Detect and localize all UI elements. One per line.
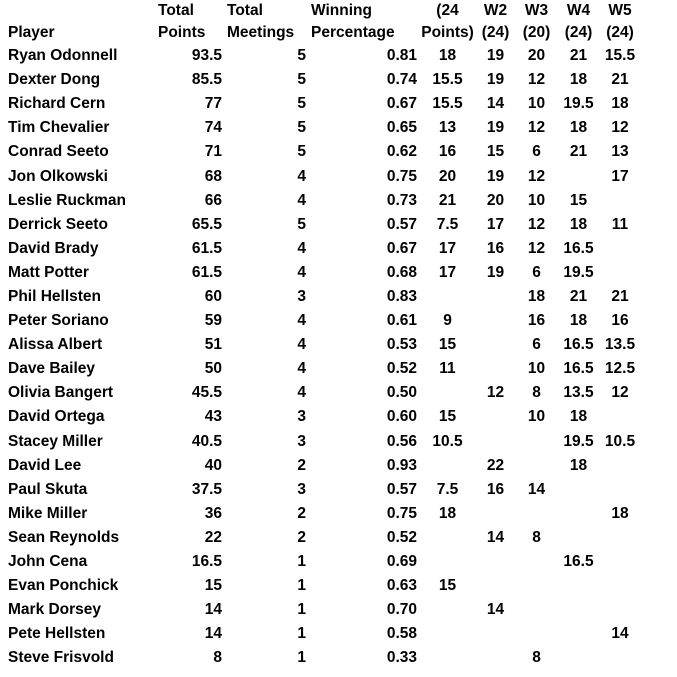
total-meetings-cell: 1: [297, 601, 306, 619]
week2-points-cell: 19: [486, 119, 505, 137]
week2-points-cell: [475, 309, 516, 333]
player-name-cell: Dexter Dong: [8, 71, 101, 89]
winning-percentage-cell: 0.57: [386, 480, 417, 498]
winning-percentage-cell: 0.67: [386, 95, 417, 113]
player-name-cell: Olivia Bangert: [8, 384, 114, 402]
week4-points-cell: 15: [569, 191, 588, 209]
total-meetings-cell: 2: [297, 456, 306, 474]
week4-points-cell: 13.5: [563, 384, 594, 402]
week4-points-cell: 18: [569, 456, 588, 474]
player-name-cell: Alissa Albert: [8, 336, 103, 354]
week1-points-cell: [420, 550, 475, 574]
week2-points-cell: 19: [486, 263, 505, 281]
header-cell: Player: [8, 24, 55, 41]
week1-points-cell: 18: [438, 47, 457, 65]
winning-percentage-cell: 0.60: [386, 408, 417, 426]
total-meetings-cell: 5: [297, 143, 306, 161]
winning-percentage-cell: 0.93: [386, 456, 417, 474]
week2-points-cell: 19: [486, 71, 505, 89]
week3-points-cell: 14: [527, 480, 546, 498]
total-meetings-cell: 2: [297, 528, 306, 546]
week1-points-cell: [420, 598, 475, 622]
week2-points-cell: 16: [486, 239, 505, 257]
week1-points-cell: 7.5: [436, 480, 459, 498]
week5-points-cell: 16: [611, 312, 629, 330]
table-row: [0, 92, 640, 116]
winning-percentage-cell: 0.69: [386, 553, 417, 571]
winning-percentage-cell: 0.33: [386, 649, 417, 667]
week5-points-cell: [600, 405, 640, 429]
total-meetings-cell: 3: [297, 287, 306, 305]
player-name-cell: Mike Miller: [8, 504, 88, 522]
winning-percentage-cell: 0.68: [386, 263, 417, 281]
player-name-cell: Mark Dorsey: [8, 601, 102, 619]
week3-points-cell: 18: [527, 287, 546, 305]
week4-points-cell: 18: [569, 215, 588, 233]
week4-points-cell: [557, 502, 600, 526]
week2-points-cell: [475, 622, 516, 646]
winning-percentage-cell: 0.52: [386, 360, 417, 378]
total-meetings-cell: 4: [297, 312, 306, 330]
winning-percentage-cell: 0.56: [386, 432, 417, 450]
player-name-cell: Jon Olkowski: [8, 167, 108, 185]
week2-points-cell: [475, 550, 516, 574]
table-row: [0, 261, 640, 285]
header-cell: W2: [483, 2, 508, 19]
week3-points-cell: 12: [527, 167, 546, 185]
week5-points-cell: 17: [611, 167, 629, 185]
header-cell: (24): [564, 24, 593, 41]
week5-points-cell: 18: [611, 95, 629, 113]
week4-points-cell: 16.5: [563, 360, 594, 378]
total-points-cell: 60: [204, 287, 222, 305]
header-cell: Points): [421, 24, 474, 41]
player-name-cell: Leslie Ruckman: [8, 191, 127, 209]
week4-points-cell: 21: [569, 143, 588, 161]
week3-points-cell: [516, 550, 557, 574]
header-cell: (24: [436, 2, 459, 19]
total-meetings-cell: 5: [297, 47, 306, 65]
week2-points-cell: 15: [486, 143, 505, 161]
total-points-cell: 66: [204, 191, 222, 209]
table-row: [0, 285, 640, 309]
player-name-cell: Tim Chevalier: [8, 119, 110, 137]
week3-points-cell: 20: [527, 47, 546, 65]
week5-points-cell: 15.5: [604, 47, 636, 65]
header-cell: (24): [606, 24, 634, 41]
week2-points-cell: 14: [486, 95, 505, 113]
week1-points-cell: 9: [443, 312, 452, 330]
week5-points-cell: 12: [611, 119, 629, 137]
week4-points-cell: 18: [569, 119, 588, 137]
total-meetings-cell: 1: [297, 649, 306, 667]
week3-points-cell: 8: [532, 528, 541, 546]
player-name-cell: David Brady: [8, 239, 99, 257]
player-name-cell: Ryan Odonnell: [8, 47, 118, 65]
week3-points-cell: 10: [527, 95, 546, 113]
week1-points-cell: 17: [438, 239, 457, 257]
player-name-cell: Richard Cern: [8, 95, 106, 113]
winning-percentage-cell: 0.61: [386, 312, 417, 330]
total-points-cell: 74: [204, 119, 222, 137]
week4-points-cell: 16.5: [563, 553, 594, 571]
week4-points-cell: [557, 574, 600, 598]
week1-points-cell: 21: [438, 191, 457, 209]
week5-points-cell: [600, 574, 640, 598]
week1-points-cell: 20: [438, 167, 457, 185]
week4-points-cell: 19.5: [563, 95, 594, 113]
table-row: [0, 68, 640, 92]
table-row: [0, 622, 640, 646]
player-name-cell: Derrick Seeto: [8, 215, 108, 233]
week4-points-cell: 18: [569, 408, 588, 426]
week5-points-cell: 12: [611, 384, 629, 402]
table-row: [0, 478, 640, 502]
total-meetings-cell: 3: [297, 480, 306, 498]
week3-points-cell: 12: [527, 239, 546, 257]
table-row: [0, 140, 640, 164]
week1-points-cell: [420, 285, 475, 309]
table-row: [0, 502, 640, 526]
week2-points-cell: [475, 333, 516, 357]
total-meetings-cell: 4: [297, 191, 306, 209]
week2-points-cell: 19: [486, 47, 505, 65]
total-meetings-cell: 3: [297, 408, 306, 426]
week2-points-cell: 14: [486, 528, 505, 546]
player-name-cell: Stacey Miller: [8, 432, 103, 450]
total-meetings-cell: 4: [297, 360, 306, 378]
player-name-cell: David Ortega: [8, 408, 105, 426]
winning-percentage-cell: 0.62: [386, 143, 417, 161]
table-row: [0, 526, 640, 550]
week3-points-cell: [516, 598, 557, 622]
week3-points-cell: [516, 574, 557, 598]
winning-percentage-cell: 0.83: [386, 287, 417, 305]
week5-points-cell: 21: [611, 287, 629, 305]
total-points-cell: 16.5: [191, 553, 222, 571]
week3-points-cell: 16: [527, 312, 546, 330]
total-points-cell: 71: [204, 143, 222, 161]
table-row: [0, 646, 640, 670]
header-cell: W3: [524, 2, 549, 19]
week3-points-cell: [516, 502, 557, 526]
week4-points-cell: 16.5: [563, 239, 594, 257]
week1-points-cell: 18: [438, 504, 457, 522]
week3-points-cell: 6: [532, 336, 541, 354]
week4-points-cell: 19.5: [563, 263, 594, 281]
winning-percentage-cell: 0.50: [386, 384, 417, 402]
week4-points-cell: [557, 622, 600, 646]
week4-points-cell: [557, 164, 600, 188]
week3-points-cell: 8: [532, 649, 541, 667]
week2-points-cell: [475, 646, 516, 670]
total-points-cell: 15: [204, 577, 222, 595]
week2-points-cell: 16: [486, 480, 505, 498]
player-name-cell: Phil Hellsten: [8, 287, 102, 305]
total-points-cell: 22: [204, 528, 222, 546]
week3-points-cell: 10: [527, 191, 546, 209]
week1-points-cell: 13: [438, 119, 457, 137]
header-cell: W4: [566, 2, 591, 19]
week1-points-cell: [420, 381, 475, 405]
player-name-cell: Pete Hellsten: [8, 625, 106, 643]
total-points-cell: 14: [204, 625, 222, 643]
week1-points-cell: 15: [438, 577, 457, 595]
winning-percentage-cell: 0.67: [386, 239, 417, 257]
week5-points-cell: 12.5: [604, 360, 636, 378]
week2-points-cell: 22: [486, 456, 505, 474]
player-name-cell: Peter Soriano: [8, 312, 109, 330]
week3-points-cell: 6: [532, 263, 541, 281]
week2-points-cell: 14: [486, 601, 505, 619]
winning-percentage-cell: 0.53: [386, 336, 417, 354]
week3-points-cell: [516, 622, 557, 646]
total-meetings-cell: 5: [297, 95, 306, 113]
player-name-cell: David Lee: [8, 456, 82, 474]
week5-points-cell: 11: [611, 215, 629, 233]
table-row: [0, 454, 640, 478]
table-row: [0, 405, 640, 429]
week1-points-cell: 15: [438, 408, 457, 426]
week5-points-cell: 14: [611, 625, 629, 643]
total-points-cell: 40: [204, 456, 222, 474]
week2-points-cell: 12: [486, 384, 505, 402]
total-points-cell: 77: [204, 95, 222, 113]
week2-points-cell: 17: [486, 215, 505, 233]
table-row: [0, 333, 640, 357]
table-body: [0, 44, 640, 670]
header-cell: (24): [481, 24, 510, 41]
header-cell: Meetings: [227, 24, 295, 41]
week2-points-cell: [475, 285, 516, 309]
winning-percentage-cell: 0.63: [386, 577, 417, 595]
week3-points-cell: 10: [527, 360, 546, 378]
total-points-cell: 40.5: [191, 432, 222, 450]
week3-points-cell: 12: [527, 71, 546, 89]
total-meetings-cell: 4: [297, 167, 306, 185]
week2-points-cell: [475, 357, 516, 381]
table-row: [0, 164, 640, 188]
total-points-cell: 51: [204, 336, 222, 354]
total-points-cell: 65.5: [191, 215, 222, 233]
week5-points-cell: [600, 189, 640, 213]
total-meetings-cell: 4: [297, 239, 306, 257]
total-meetings-cell: 4: [297, 336, 306, 354]
winning-percentage-cell: 0.52: [386, 528, 417, 546]
week5-points-cell: 13: [611, 143, 629, 161]
total-meetings-cell: 1: [297, 625, 306, 643]
week3-points-cell: 8: [532, 384, 541, 402]
player-name-cell: Matt Potter: [8, 263, 89, 281]
week5-points-cell: 13.5: [604, 336, 636, 354]
week2-points-cell: [475, 405, 516, 429]
week1-points-cell: 15: [438, 336, 457, 354]
header-cell: [0, 0, 158, 22]
week5-points-cell: [600, 454, 640, 478]
header-cell: W5: [608, 2, 632, 19]
total-points-cell: 93.5: [191, 47, 222, 65]
table-row: [0, 309, 640, 333]
table-row: [0, 550, 640, 574]
player-name-cell: Dave Bailey: [8, 360, 96, 378]
week5-points-cell: 18: [611, 504, 629, 522]
table-row: [0, 430, 640, 454]
week3-points-cell: [516, 430, 557, 454]
header-cell: Total: [158, 2, 194, 19]
week1-points-cell: 11: [439, 360, 456, 378]
total-points-cell: 61.5: [191, 239, 222, 257]
table-row: [0, 381, 640, 405]
total-meetings-cell: 4: [297, 384, 306, 402]
week4-points-cell: 18: [569, 71, 588, 89]
table-row: [0, 574, 640, 598]
total-meetings-cell: 4: [297, 263, 306, 281]
total-meetings-cell: 1: [297, 553, 306, 571]
week2-points-cell: [475, 502, 516, 526]
week4-points-cell: 19.5: [563, 432, 594, 450]
week1-points-cell: [420, 646, 475, 670]
header-cell: (20): [522, 24, 551, 41]
week1-points-cell: [420, 622, 475, 646]
total-meetings-cell: 2: [297, 504, 306, 522]
total-points-cell: 37.5: [191, 480, 222, 498]
total-points-cell: 43: [204, 408, 222, 426]
total-meetings-cell: 3: [297, 432, 306, 450]
total-points-cell: 14: [204, 601, 222, 619]
table-row: [0, 598, 640, 622]
total-meetings-cell: 5: [297, 71, 306, 89]
week2-points-cell: [475, 574, 516, 598]
week2-points-cell: 20: [486, 191, 505, 209]
week4-points-cell: 16.5: [563, 336, 594, 354]
week2-points-cell: [475, 430, 516, 454]
header-cell: Percentage: [311, 24, 395, 41]
week1-points-cell: 15.5: [432, 95, 463, 113]
total-meetings-cell: 5: [297, 215, 306, 233]
header-cell: Total: [227, 2, 263, 19]
week3-points-cell: 12: [527, 215, 546, 233]
week1-points-cell: [420, 454, 475, 478]
table-row: [0, 116, 640, 140]
week5-points-cell: [600, 646, 640, 670]
header-row-1: [0, 0, 640, 22]
table-row: [0, 213, 640, 237]
winning-percentage-cell: 0.57: [386, 215, 417, 233]
total-points-cell: 59: [204, 312, 222, 330]
week5-points-cell: 21: [611, 71, 629, 89]
week1-points-cell: 16: [438, 143, 457, 161]
total-points-cell: 50: [204, 360, 222, 378]
table-header: [0, 0, 640, 44]
table-row: [0, 237, 640, 261]
total-points-cell: 36: [204, 504, 222, 522]
week5-points-cell: [600, 237, 640, 261]
total-points-cell: 8: [213, 649, 222, 667]
week5-points-cell: [600, 526, 640, 550]
week5-points-cell: 10.5: [604, 432, 636, 450]
week5-points-cell: [600, 598, 640, 622]
winning-percentage-cell: 0.75: [386, 167, 417, 185]
total-points-cell: 61.5: [191, 263, 222, 281]
winning-percentage-cell: 0.65: [386, 119, 417, 137]
winning-percentage-cell: 0.70: [386, 601, 417, 619]
table-row: [0, 357, 640, 381]
week5-points-cell: [600, 478, 640, 502]
player-name-cell: John Cena: [8, 553, 88, 571]
header-cell: Winning: [311, 2, 372, 19]
total-points-cell: 45.5: [191, 384, 222, 402]
winning-percentage-cell: 0.58: [386, 625, 417, 643]
header-cell: Points: [158, 24, 206, 41]
winning-percentage-cell: 0.73: [386, 191, 417, 209]
week1-points-cell: [420, 526, 475, 550]
header-row-2: [0, 22, 640, 44]
total-points-cell: 85.5: [191, 71, 222, 89]
week1-points-cell: 17: [438, 263, 457, 281]
week2-points-cell: 19: [486, 167, 505, 185]
week4-points-cell: 21: [569, 287, 588, 305]
player-name-cell: Evan Ponchick: [8, 577, 119, 595]
player-name-cell: Paul Skuta: [8, 480, 88, 498]
week1-points-cell: 15.5: [432, 71, 463, 89]
table-row: [0, 189, 640, 213]
week4-points-cell: [557, 598, 600, 622]
winning-percentage-cell: 0.74: [386, 71, 417, 89]
winning-percentage-cell: 0.75: [386, 504, 417, 522]
week3-points-cell: [516, 454, 557, 478]
week3-points-cell: 6: [532, 143, 541, 161]
total-meetings-cell: 1: [297, 577, 306, 595]
total-points-cell: 68: [204, 167, 222, 185]
week3-points-cell: 12: [527, 119, 546, 137]
player-name-cell: Steve Frisvold: [8, 649, 114, 667]
player-name-cell: Conrad Seeto: [8, 143, 109, 161]
week5-points-cell: [600, 550, 640, 574]
week4-points-cell: 18: [569, 312, 588, 330]
week5-points-cell: [600, 261, 640, 285]
winning-percentage-cell: 0.81: [386, 47, 417, 65]
total-meetings-cell: 5: [297, 119, 306, 137]
player-name-cell: Sean Reynolds: [8, 528, 120, 546]
week4-points-cell: 21: [569, 47, 588, 65]
week1-points-cell: 7.5: [436, 215, 459, 233]
week1-points-cell: 10.5: [432, 432, 463, 450]
week4-points-cell: [557, 478, 600, 502]
table-row: [0, 44, 640, 68]
week3-points-cell: 10: [527, 408, 546, 426]
week4-points-cell: [557, 526, 600, 550]
week4-points-cell: [557, 646, 600, 670]
